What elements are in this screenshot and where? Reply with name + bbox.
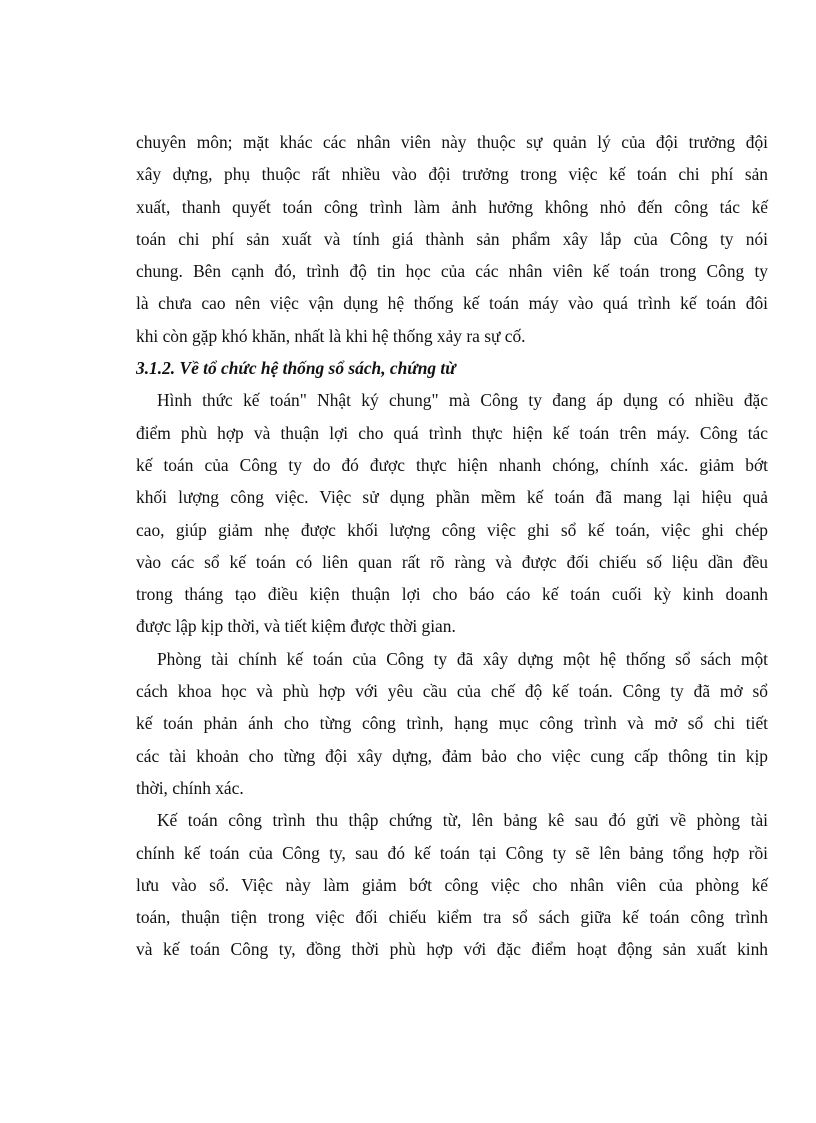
paragraph-line: thời, chính xác.: [136, 777, 244, 798]
paragraph-line: trong tháng tạo điều kiện thuận lợi cho báo cáo kế toán cuối kỳ kinh doanh: [136, 584, 768, 605]
section-heading: 3.1.2. Về tổ chức hệ thống sổ sách, chứng từ: [136, 358, 456, 379]
paragraph-line: kế toán của Công ty do đó được thực hiện nhanh chóng, chính xác. giảm bớt: [136, 454, 768, 475]
paragraph-line: xuất, thanh quyết toán công trình làm ảnh hưởng không nhỏ đến công tác kế: [136, 196, 768, 217]
paragraph-line: Kế toán công trình thu thập chứng từ, lên bảng kê sau đó gửi về phòng tài: [157, 810, 768, 831]
paragraph-line: điểm phù hợp và thuận lợi cho quá trình thực hiện kế toán trên máy. Công tác: [136, 422, 768, 443]
paragraph-line: cao, giúp giảm nhẹ được khối lượng công việc ghi sổ kế toán, việc ghi chép: [136, 519, 768, 540]
paragraph-line: và kế toán Công ty, đồng thời phù hợp với đặc điểm hoạt động sản xuất kinh: [136, 939, 768, 960]
paragraph-line: lưu vào sổ. Việc này làm giảm bớt công việc cho nhân viên của phòng kế: [136, 874, 768, 895]
paragraph-line: chính kế toán của Công ty, sau đó kế toán tại Công ty sẽ lên bảng tổng hợp rồi: [136, 842, 768, 863]
paragraph-line: các tài khoản cho từng đội xây dựng, đảm bảo cho việc cung cấp thông tin kịp: [136, 745, 768, 766]
paragraph-line: Hình thức kế toán" Nhật ký chung" mà Công ty đang áp dụng có nhiều đặc: [157, 390, 768, 411]
paragraph-line: kế toán phản ánh cho từng công trình, hạng mục công trình và mở sổ chi tiết: [136, 713, 768, 734]
paragraph-line: cách khoa học và phù hợp với yêu cầu của chế độ kế toán. Công ty đã mở sổ: [136, 681, 768, 702]
paragraph-line: Phòng tài chính kế toán của Công ty đã xây dựng một hệ thống sổ sách một: [157, 648, 768, 669]
paragraph-line: chuyên môn; mặt khác các nhân viên này thuộc sự quản lý của đội trưởng đội: [136, 132, 768, 152]
paragraph-line: khi còn gặp khó khăn, nhất là khi hệ thống xảy ra sự cố.: [136, 325, 526, 346]
paragraph-line: toán, thuận tiện trong việc đối chiếu kiểm tra sổ sách giữa kế toán công trình: [136, 907, 768, 928]
paragraph-line: chung. Bên cạnh đó, trình độ tin học của các nhân viên kế toán trong Công ty: [136, 261, 768, 282]
document-page: [136, 126, 768, 966]
paragraph-line: là chưa cao nên việc vận dụng hệ thống kế toán máy vào quá trình kế toán đôi: [136, 293, 768, 314]
paragraph-line: được lập kịp thời, và tiết kiệm được thời gian.: [136, 616, 456, 637]
paragraph-line: toán chi phí sản xuất và tính giá thành sản phẩm xây lắp của Công ty nói: [136, 228, 768, 249]
paragraph-line: vào các sổ kế toán có liên quan rất rõ ràng và được đối chiếu số liệu dần đều: [136, 551, 768, 572]
paragraph-line: khối lượng công việc. Việc sử dụng phần mềm kế toán đã mang lại hiệu quả: [136, 487, 768, 508]
paragraph-line: xây dựng, phụ thuộc rất nhiều vào đội trưởng trong việc kế toán chi phí sản: [136, 164, 768, 185]
